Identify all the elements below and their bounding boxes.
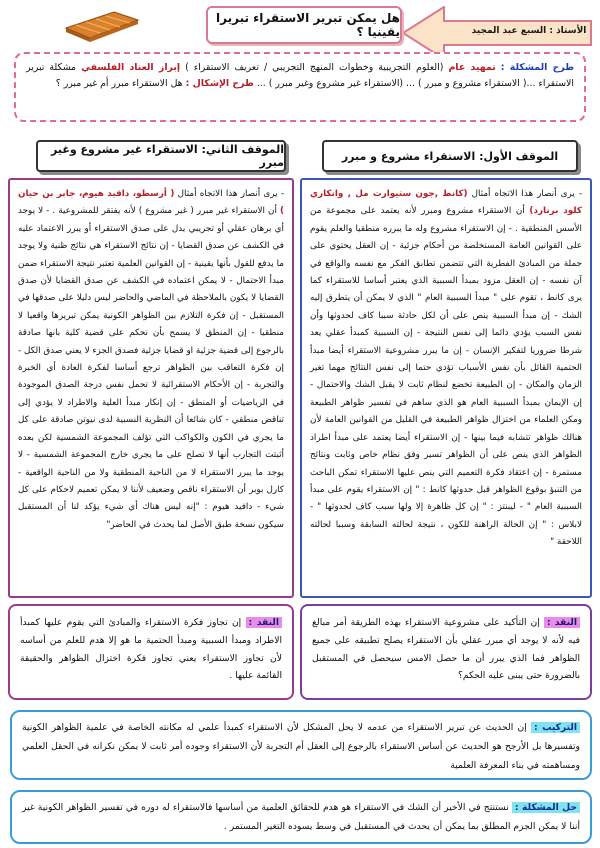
problem-statement xyxy=(14,52,586,122)
teacher-name: الأستاذ : السبع عبد المجيد xyxy=(471,26,587,36)
position2-body xyxy=(8,178,294,598)
critique1-tag: النقد : xyxy=(544,617,580,628)
critique2-text: إن تجاوز فكرة الاستقراء والمبادئ التي يقوم عليها كمبدأ الاطراد ومبدأ السببية ومبدأ الحتمية ما هو إلا هدم للعلم من أساسه لأن تجاوز الاستقراء يعني تجاوز فكرة اختزال الظواهر والحقيقة القائمة عليها . xyxy=(20,617,282,682)
brick-icon xyxy=(62,4,142,44)
page-title: هل يمكن تبرير الاستقراء تبريرا يقينيا ؟ xyxy=(206,6,402,44)
position2-text: أن الاستقراء غير مبرر ( غير مشروع ) لأنه يفتقر للمشروعية . - لا يوجد أي برهان عقلي أو تجريبي يدل على صدق الاستقراء أو يبرر الاعتماد عليه في الكشف عن صدق القضايا - إن نتائج الاستقراء هي نتائج ظنية ولا يوجد ما يدفع للقول بأنها يقينية - إن القوانين العلمية تعتبر نتيجة الاستقراء ضمن مبدأ الاحتمال - لا يمكن اعتماده في الكشف عن صدق القضايا لأن صدق القضايا لا يكون بالملاحظة في الماضي والحاضر ليس دليلا على صدقها في المستقبل - إن فكرة التلازم بين الظواهر الكونية يمكن تبريرها واقعيا لا منطقيا - إن المنطق لا يسمح بأن نحكم على قضية كلية بانها صادقة بالرجوع إلى قضية جزئية او قضايا جزئية فصدق الجزء لا يعني صدق الكل - إن فكرة التعاقب بين الظواهر ترجع أساسا لفكرة العادة أي الخبرة والتجربة - إن الأحكام الاستقرائية لا تحمل نفس درجة الصدق الموجودة في الرياضيات أو المنطق - إن إنكار مبدأ العلية والاطراد لا يؤدي إلى تناقض منطقي - كان شائعا أن النظرية النسبية لدى نيوتن صادقة على كل ما يجري في الكون والكواكب التي تؤلف المجموعة الشمسية لكن بعده أثبتت التجارب أنها لا تصلح على ما يجري خارج المجموعة الشمسية - لا يوجد ما يبرر الاستقراء لا من الناحية المنطقية ولا من الناحية الواقعية - كارل بوبر أن الاستقراء ناقص وضعيف لأننا لا يمكن تعميم لاحكام على كل شيء - دافيد هيوم : "إنه ليس هناك أي شيء يؤكد لنا أن المستقبل سيكون نسخة طبق الأصل لما يحدث في الحاضر" xyxy=(18,206,284,530)
critique2-tag: النقد : xyxy=(246,617,282,628)
critique1-text: إن التأكيد على مشروعية الاستقراء بهذه الطريقة أمر مبالغ فيه لأنه لا يوجد أي مبرر عقلي بأن الاستقراء يصلح تطبيقه على جميع الظواهر فما الذي يبرر أن ما حصل الامس سيحصل في المستقبل بالضرورة حتى يبنى عليه الحكم؟ xyxy=(312,617,580,682)
solution-box xyxy=(10,790,592,844)
problem-label: طرح المشكلة : xyxy=(500,62,575,73)
position1-names: (كانط ,جون ستيوارت مل , وانكاري كلود برنارد) xyxy=(310,189,583,217)
critique1-box xyxy=(300,604,592,700)
intro-text: (العلوم التجريبية وخطوات المنهج التجريبي / تعريف الاستقراء ) xyxy=(185,62,444,73)
position2-intro: - يرى أنصار هذا الاتجاه أمثال xyxy=(177,189,284,199)
position2-names: ( أرسطو، دافيد هيوم، جابر بن حيان ) xyxy=(18,189,284,217)
position1-intro: - يرى أنصار هذا الاتجاه أمثال xyxy=(471,189,583,199)
solution-tag: حل المشكلة : xyxy=(512,802,580,813)
dispute-text: مشكلة تبرير الاستقراء ...( الاستقراء مشروع و مبرر ) ... (الاستقراء غير مشروع وغير مبرر ) ... xyxy=(26,62,574,89)
dispute-label: إبراز العناد الفلسفي xyxy=(81,62,181,73)
synthesis-box xyxy=(10,710,592,780)
position1-body xyxy=(300,178,592,598)
solution-text: نستنتج في الأخير أن الشك في الاستقراء هو هدم للحقائق العلمية من أساسها فالاستقراء له دوره في تفسير الظواهر الكونية غير أننا لا يمكن الجزم المطلق بما يمكن أن يحدث في المستقبل في وسط يسوده التغير المستمر . xyxy=(22,802,580,832)
synthesis-text: إن الحديث عن تبرير الاستقراء من عدمه لا يحل المشكل لأن الاستقراء كمبدأ علمي له مكانته الخاصة في علمية الظواهر الكونية وتفسيرها بل الأرجح هو الحديث عن أساس الاستقراء بالرجوع إلى العقل أم التجربة لأن الاستقراء وجوده أمر ثابت لا يمكن نكرانه في الحقل العلمي ومساهمته في بناء المعرفة العلمية xyxy=(22,722,580,771)
synthesis-tag: التركيب : xyxy=(531,722,580,733)
position2-heading: الموقف الثاني: الاستقراء غير مشروع وغير مبرر xyxy=(36,140,286,172)
question-label: طرح الإشكال : xyxy=(185,78,254,89)
intro-label: تمهيد عام xyxy=(448,62,496,73)
question-text: هل الاستقراء مبرر أم غير مبرر ؟ xyxy=(55,78,183,89)
critique2-box xyxy=(8,604,294,700)
position1-heading: الموقف الأول: الاستقراء مشروع و مبرر xyxy=(322,140,578,172)
position1-text: أن الاستقراء مشروع ومبرر لأنه يعتمد على مجموعة من الأسس المنطقية . - إن الاستقراء مشروع وله ما يبرره منطقيا والعلم يقوم على القوانين العامة المستخلصة من أحكام جزئية - إن العقل يحتوي على جملة من المبادئ الفطرية التي تتضمن تطابق الفكر مع نفسه والواقع في آن نفسه - إن العقل مزود بمبدأ السببية الذي يعتبر أساسا للاستقراء كما يرى كانط ، تقوم على " مبدأ السببية العام " الذي لا يمكن أن يتطرق إليه الشك - إن مبدأ السببية ينص على أن لكل حادثة سببا كاف لحدوثها وأن نفس السبب يؤدي دائما إلى نفس النتيجة - إن السببية كمبدأ عقلي يعد شرطا ضروريا لتفكير الإنسان - إن ما يبرر مشروعية الاستقراء أيضا مبدأ الحتمية القائل بأن نفس الأسباب تؤدي حتما إلى نفس النتائج مهما تغير الزمان والمكان - إن الطبيعة تخضع لنظام ثابت لا يقبل الشك والاحتمال - إن الإيمان بمبدأ السببية العام هو الذي ساهم في تفسير ظواهر الطبيعة ومكن العلماء من اختزال ظواهر الطبيعة في القليل من القوانين العامة لأن هنالك ظواهر تتشابه فيما بينها - إن الاستقراء أيضا يعتمد على مبدأ اطراد الظواهر الذي ينص على أن الظواهر تسير وفق نظام خاص وثابت ونتائج مستمرة - إن اعتقاد فكرة التعميم التي ينص عليها الاستقراء تمكن الباحث من التنبؤ بوقوع الظواهر قبل حدوثها كانط : " إن الاستقراء يقوم على مبدأ السببية العام " - ليبنتز : " إن كل ظاهرة إلا ولها سبب كاف لحدوثها " - لابلاس : " إن الحالة الراهنة للكون ، نتيجة لحالته السابقة وسببا لحالته اللاحقة " xyxy=(310,206,582,548)
